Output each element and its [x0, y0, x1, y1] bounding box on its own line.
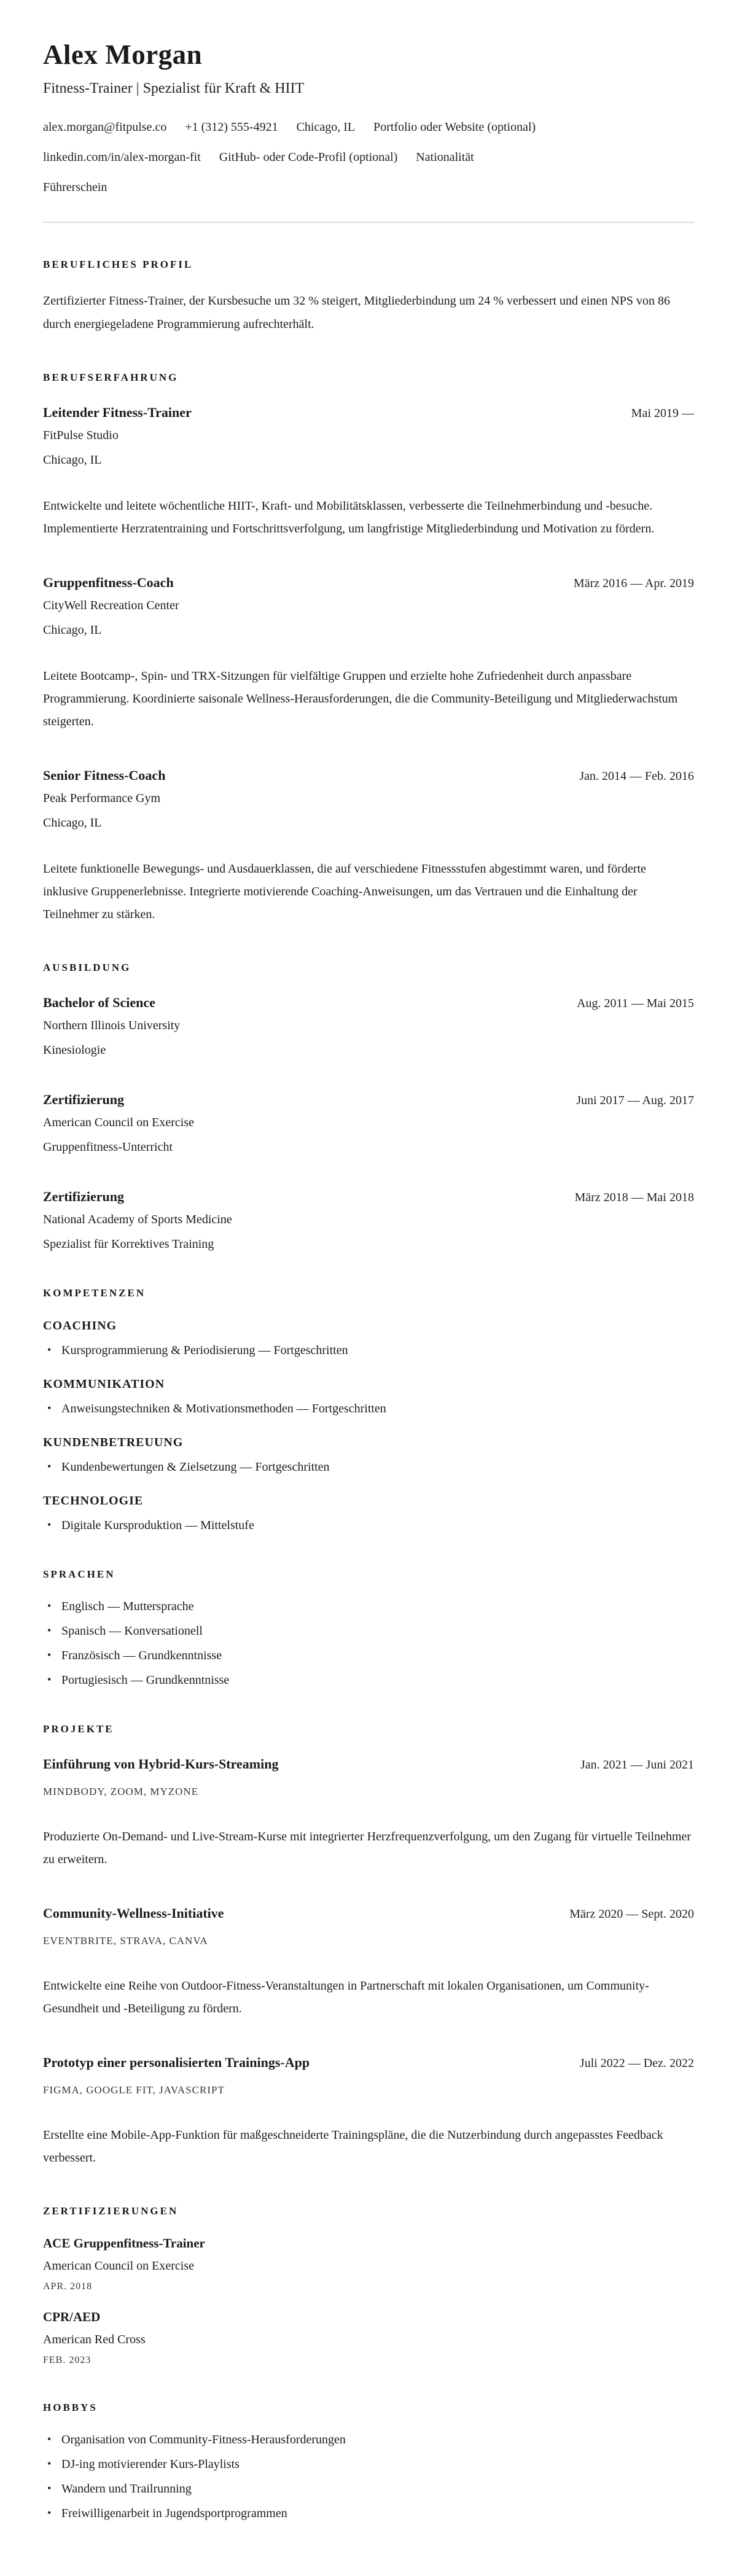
education-entry	[43, 1189, 694, 1251]
skill-item: • Kursprogrammierung & Periodisierung — Fortgeschritten	[43, 1343, 694, 1358]
profile-heading: BERUFLICHES PROFIL	[43, 258, 193, 270]
contact-row-2	[43, 150, 694, 165]
education-heading: AUSBILDUNG	[43, 961, 131, 973]
project-name: Einführung von Hybrid-Kurs-Streaming	[43, 1756, 279, 1772]
skill-category: KOMMUNIKATION	[43, 1377, 165, 1391]
job-entry	[43, 405, 694, 540]
education-dates: März 2018 — Mai 2018	[574, 1190, 694, 1204]
education-header	[43, 1092, 694, 1108]
skill-group	[43, 1436, 694, 1474]
skill-list	[43, 1343, 694, 1358]
project-entry	[43, 1756, 694, 1871]
skill-category: TECHNOLOGIE	[43, 1493, 144, 1508]
skill-group	[43, 1494, 694, 1533]
hobbies-heading: HOBBYS	[43, 2401, 98, 2413]
job-dates: Mai 2019 —	[631, 406, 694, 420]
job-company: Peak Performance Gym	[43, 791, 161, 805]
certification-name: CPR/AED	[43, 2309, 101, 2324]
project-header	[43, 2055, 694, 2071]
projects-heading: PROJEKTE	[43, 1722, 114, 1735]
project-header	[43, 1905, 694, 1921]
skill-group	[43, 1319, 694, 1358]
job-company: FitPulse Studio	[43, 428, 119, 442]
education-entry	[43, 995, 694, 1057]
job-title: Leitender Fitness-Trainer	[43, 404, 192, 420]
project-entry	[43, 1905, 694, 2020]
project-description: Entwickelte eine Reihe von Outdoor-Fitness-Veranstaltungen in Partnerschaft mit lokalen Organisationen, um Community-Gesundheit und -Beteiligung zu fördern.	[43, 1979, 649, 2015]
skills-heading: KOMPETENZEN	[43, 1286, 146, 1299]
education-entry	[43, 1092, 694, 1154]
project-header	[43, 1756, 694, 1772]
contact-drivers-license: Führerschein	[43, 180, 107, 194]
section-projects	[43, 1723, 694, 2169]
job-subtitle: Fitness-Trainer | Spezialist für Kraft & HIIT	[43, 80, 305, 96]
project-description: Produzierte On-Demand- und Live-Stream-Kurse mit integrierter Herzfrequenzverfolgung, um den Zugang für virtuelle Teilnehmer zu erweitern.	[43, 1829, 692, 1866]
field-of-study: Spezialist für Korrektives Training	[43, 1237, 214, 1251]
section-experience	[43, 372, 694, 926]
school-name: Northern Illinois University	[43, 1018, 181, 1032]
hobby-item: • Wandern und Trailrunning	[43, 2481, 694, 2496]
hobby-item: • Freiwilligenarbeit in Jugendsportprogrammen	[43, 2506, 694, 2521]
job-description: Leitete Bootcamp-, Spin- und TRX-Sitzungen für vielfältige Gruppen und erzielte hohe Zufriedenheit durch anpassbare Programmierung. Koordinierte saisonale Wellness-Herausforderungen, die die Community-Beteiligung und Mitgliederwachstum steigerten.	[43, 669, 678, 728]
section-skills	[43, 1287, 694, 1533]
page-title: Alex Morgan	[43, 39, 203, 70]
header-divider	[43, 222, 694, 223]
job-header	[43, 405, 694, 421]
school-name: National Academy of Sports Medicine	[43, 1212, 232, 1226]
contact-row-1	[43, 120, 694, 134]
job-location: Chicago, IL	[43, 453, 102, 467]
languages-heading: SPRACHEN	[43, 1568, 115, 1580]
contact-linkedin: linkedin.com/in/alex-morgan-fit	[43, 150, 201, 164]
project-tools: EVENTBRITE, STRAVA, CANVA	[43, 1934, 208, 1947]
degree-title: Bachelor of Science	[43, 994, 155, 1010]
contact-phone: +1 (312) 555-4921	[185, 120, 278, 134]
education-header	[43, 1189, 694, 1205]
hobby-item: • Organisation von Community-Fitness-Herausforderungen	[43, 2432, 694, 2447]
certification-issuer: American Council on Exercise	[43, 2259, 195, 2273]
skill-list	[43, 1518, 694, 1533]
skill-category: COACHING	[43, 1318, 117, 1333]
profile-text: Zertifizierter Fitness-Trainer, der Kursbesuche um 32 % steigert, Mitgliederbindung um 24 % verbessert und einen NPS von 86 durch energiegeladene Programmierung aufrechterhält.	[43, 294, 671, 331]
skill-item: • Anweisungstechniken & Motivationsmethoden — Fortgeschritten	[43, 1401, 694, 1416]
degree-title: Zertifizierung	[43, 1188, 124, 1204]
language-item: • Spanisch — Konversationell	[43, 1624, 694, 1638]
contact-row-3	[43, 181, 694, 195]
job-location: Chicago, IL	[43, 623, 102, 637]
job-dates: Jan. 2014 — Feb. 2016	[579, 769, 694, 783]
section-languages	[43, 1568, 694, 1687]
skill-group	[43, 1377, 694, 1416]
language-item: • Französisch — Grundkenntnisse	[43, 1648, 694, 1663]
education-dates: Juni 2017 — Aug. 2017	[576, 1093, 694, 1107]
hobby-item: • DJ-ing motivierender Kurs-Playlists	[43, 2457, 694, 2472]
certifications-heading: ZERTIFIZIERUNGEN	[43, 2204, 179, 2217]
degree-title: Zertifizierung	[43, 1091, 124, 1107]
contact-info	[43, 120, 694, 195]
section-profile	[43, 259, 694, 336]
skill-list	[43, 1460, 694, 1474]
section-hobbies	[43, 2402, 694, 2521]
project-description: Erstellte eine Mobile-App-Funktion für maßgeschneiderte Trainingspläne, die die Nutzerbindung durch angepasstes Feedback verbessert.	[43, 2128, 663, 2165]
job-title: Senior Fitness-Coach	[43, 767, 166, 783]
job-description: Leitete funktionelle Bewegungs- und Ausdauerklassen, die auf verschiedene Fitnessstufen abgestimmt waren, und förderte inklusive Gruppenerlebnisse. Integrierte motivierende Coaching-Anweisungen, um das Vertrauen und die Einhaltung der Teilnehmer zu stärken.	[43, 862, 646, 921]
skill-item: • Kundenbewertungen & Zielsetzung — Fortgeschritten	[43, 1460, 694, 1474]
education-header	[43, 995, 694, 1011]
project-tools: MINDBODY, ZOOM, MYZONE	[43, 1785, 199, 1797]
school-name: American Council on Exercise	[43, 1115, 195, 1129]
job-company: CityWell Recreation Center	[43, 598, 179, 612]
field-of-study: Gruppenfitness-Unterricht	[43, 1140, 173, 1154]
job-header	[43, 768, 694, 784]
project-entry	[43, 2055, 694, 2169]
section-certifications	[43, 2205, 694, 2366]
contact-location: Chicago, IL	[296, 120, 356, 134]
skill-item: • Digitale Kursproduktion — Mittelstufe	[43, 1518, 694, 1533]
certification-entry	[43, 2236, 694, 2292]
job-dates: März 2016 — Apr. 2019	[573, 576, 694, 590]
resume-header	[43, 39, 694, 223]
field-of-study: Kinesiologie	[43, 1043, 106, 1057]
project-dates: Juli 2022 — Dez. 2022	[579, 2056, 694, 2070]
job-header	[43, 575, 694, 591]
certification-issuer: American Red Cross	[43, 2332, 146, 2346]
project-name: Community-Wellness-Initiative	[43, 1905, 224, 1921]
skill-category: KUNDENBETREUUNG	[43, 1435, 184, 1449]
job-entry	[43, 575, 694, 733]
contact-website: Portfolio oder Website (optional)	[373, 120, 536, 134]
hobby-list	[43, 2432, 694, 2521]
language-list	[43, 1599, 694, 1687]
certification-entry	[43, 2309, 694, 2366]
project-dates: Jan. 2021 — Juni 2021	[580, 1757, 694, 1772]
certification-name: ACE Gruppenfitness-Trainer	[43, 2235, 205, 2251]
certification-date: APR. 2018	[43, 2281, 93, 2292]
certification-date: FEB. 2023	[43, 2354, 92, 2365]
language-item: • Englisch — Muttersprache	[43, 1599, 694, 1614]
contact-nationality: Nationalität	[416, 150, 474, 164]
contact-github: GitHub- oder Code-Profil (optional)	[219, 150, 398, 164]
project-tools: FIGMA, GOOGLE FIT, JAVASCRIPT	[43, 2084, 225, 2096]
language-item: • Portugiesisch — Grundkenntnisse	[43, 1673, 694, 1687]
job-title: Gruppenfitness-Coach	[43, 574, 174, 590]
job-location: Chicago, IL	[43, 815, 102, 830]
education-dates: Aug. 2011 — Mai 2015	[577, 996, 694, 1010]
project-name: Prototyp einer personalisierten Trainings-App	[43, 2054, 310, 2070]
experience-heading: BERUFSERFAHRUNG	[43, 371, 179, 383]
contact-email: alex.morgan@fitpulse.co	[43, 120, 167, 134]
job-description: Entwickelte und leitete wöchentliche HIIT-, Kraft- und Mobilitätsklassen, verbesserte die Teilnehmerbindung und -besuche. Implementierte Herzratentraining und Fortschrittsverfolgung, um langfristige Mitgliederbindung und Motivation zu fördern.	[43, 499, 655, 535]
job-entry	[43, 768, 694, 926]
skill-list	[43, 1401, 694, 1416]
project-dates: März 2020 — Sept. 2020	[569, 1907, 694, 1921]
section-education	[43, 962, 694, 1251]
